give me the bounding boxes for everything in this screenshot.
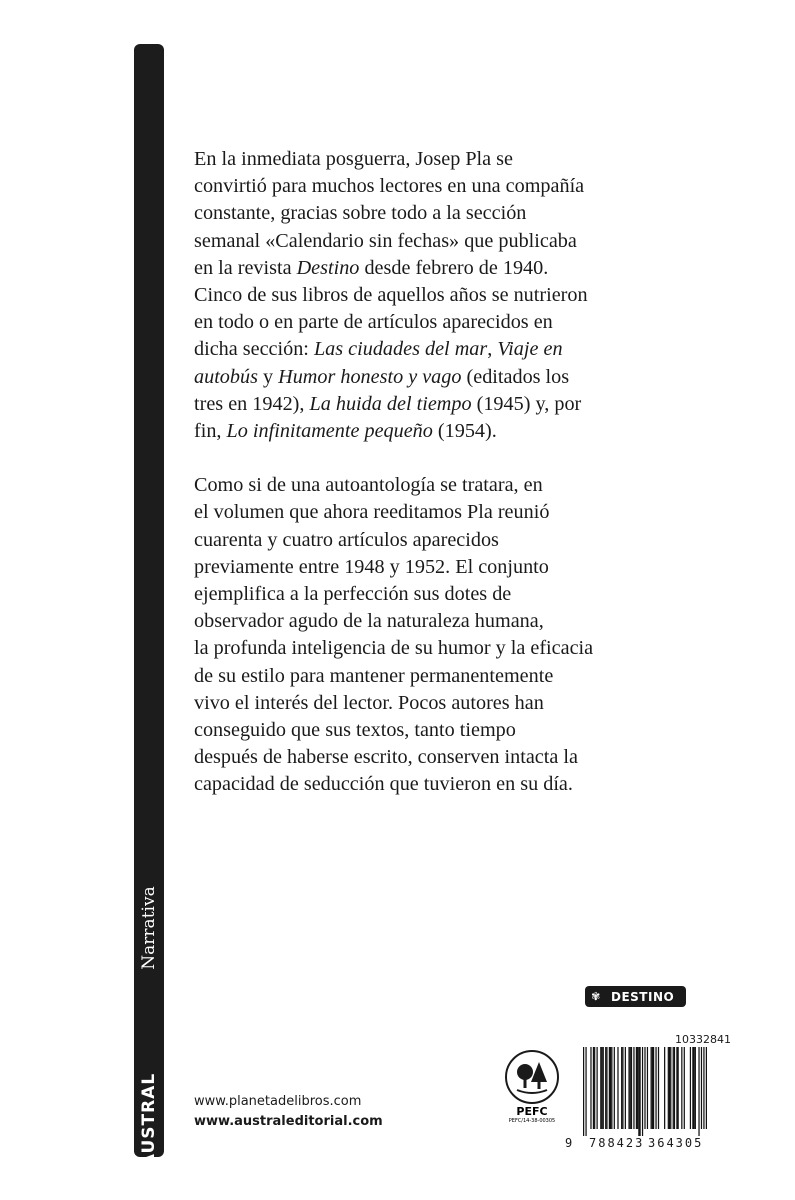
text-segment: convirtió para muchos lectores en una compañía: [194, 175, 585, 198]
barcode-bar: [639, 1047, 640, 1136]
blurb-line: [194, 608, 714, 635]
barcode-bar: [636, 1047, 637, 1129]
barcode-bar: [655, 1047, 656, 1129]
barcode-bar: [693, 1047, 694, 1129]
barcode-bar: [628, 1047, 629, 1129]
text-segment: después de haberse escrito, conserven intacta la: [194, 746, 578, 769]
pefc-label: PEFC: [516, 1105, 548, 1118]
pefc-code: PEFC/14-38-00305: [508, 1118, 556, 1124]
barcode-bar: [684, 1047, 685, 1129]
blurb-line: [194, 418, 714, 445]
text-segment: (editados los: [461, 365, 570, 388]
barcode-bar: [678, 1047, 679, 1129]
text-segment: (1945) y, por: [471, 392, 582, 415]
book-title-italic: Las ciudades del mar: [313, 338, 488, 361]
text-segment: en todo o en parte de artículos aparecidos en: [194, 311, 553, 334]
blurb-line: [194, 717, 714, 744]
barcode-bar: [690, 1047, 691, 1129]
category-label: Narrativa: [139, 886, 159, 970]
book-spine: [134, 44, 164, 1168]
barcode-bar: [601, 1047, 602, 1129]
book-title-italic: Humor honesto y vago: [278, 365, 462, 388]
blurb-line: [194, 472, 714, 499]
blurb-line: [194, 255, 714, 282]
barcode-bar: [698, 1047, 699, 1136]
blurb-line: [194, 336, 714, 363]
book-title-italic: autobús: [194, 365, 258, 388]
text-segment: conseguido que sus textos, tanto tiempo: [194, 719, 516, 742]
barcode-bar: [673, 1047, 674, 1129]
text-segment: de su estilo para mantener permanentemente: [194, 664, 554, 687]
blurb-line: [194, 663, 714, 690]
text-segment: el volumen que ahora reeditamos Pla reunió: [194, 501, 550, 524]
text-segment: ejemplifica a la perfección sus dotes de: [194, 583, 512, 606]
blurb-line: [194, 744, 714, 771]
text-segment: cuarenta y cuatro artículos aparecidos: [194, 528, 499, 551]
text-segment: (1954).: [432, 420, 497, 443]
barcode-bar: [606, 1047, 607, 1129]
barcode-bar: [609, 1047, 610, 1129]
text-segment: Cinco de sus libros de aquellos años se nutrieron: [194, 284, 588, 307]
barcode-bar: [669, 1047, 670, 1129]
isbn-barcode: [583, 1047, 707, 1136]
barcode-bar: [594, 1047, 595, 1129]
barcode-bar: [668, 1047, 669, 1129]
text-segment: desde febrero de 1940.: [359, 256, 549, 279]
barcode-bar: [603, 1047, 604, 1129]
destino-logo-icon: ✾: [591, 990, 601, 1003]
barcode-bar: [701, 1047, 702, 1129]
barcode-bar: [676, 1047, 677, 1129]
blurb-line: [194, 173, 714, 200]
pefc-certification: [503, 1050, 561, 1130]
barcode-bar: [653, 1047, 654, 1129]
blurb-line: [194, 499, 714, 526]
pefc-tree-icon: [505, 1050, 559, 1104]
barcode-bar: [622, 1047, 623, 1129]
barcode-bar: [593, 1047, 594, 1129]
blurb-line: [194, 200, 714, 227]
barcode-bar: [590, 1047, 591, 1129]
blurb-line: [194, 228, 714, 255]
book-title-italic: La huida del tiempo: [309, 392, 472, 415]
blurb-paragraph-1: [194, 146, 714, 445]
blurb: [194, 146, 714, 799]
text-segment: constante, gracias sobre todo a la sección: [194, 202, 527, 225]
text-segment: semanal «Calendario sin fechas» que publicaba: [194, 229, 577, 252]
barcode-digits-right: 364305: [648, 1136, 704, 1150]
blurb-line: [194, 527, 714, 554]
barcode-bar: [583, 1047, 584, 1136]
barcode-bar: [703, 1047, 704, 1129]
text-segment: y: [257, 365, 279, 388]
barcode-bar: [647, 1047, 648, 1129]
text-segment: capacidad de seducción que tuvieron en su día.: [194, 773, 573, 796]
barcode-bar: [644, 1047, 645, 1129]
barcode-bar: [605, 1047, 606, 1129]
blurb-line: [194, 771, 714, 798]
barcode-bar: [642, 1047, 643, 1136]
barcode-bar: [664, 1047, 665, 1129]
barcode-bar: [610, 1047, 611, 1129]
barcode-bar: [617, 1047, 618, 1129]
barcode-bar: [658, 1047, 659, 1129]
barcode-bar: [652, 1047, 653, 1129]
text-segment: en la revista: [194, 256, 297, 279]
internal-code: 10332841: [675, 1033, 731, 1046]
collection-label: AUSTRAL: [139, 1072, 159, 1168]
barcode-bar: [695, 1047, 696, 1129]
text-segment: vivo el interés del lector. Pocos autores han: [194, 691, 544, 714]
blurb-line: [194, 364, 714, 391]
barcode-bar: [674, 1047, 675, 1129]
text-segment: En la inmediata posguerra, Josep Pla se: [194, 148, 513, 170]
barcode-bar: [600, 1047, 601, 1129]
book-title-italic: Destino: [296, 256, 360, 279]
barcode-bar: [692, 1047, 693, 1129]
text-segment: ,: [487, 338, 498, 361]
barcode-bar: [651, 1047, 652, 1129]
barcode-bar: [637, 1047, 638, 1129]
blurb-line: [194, 282, 714, 309]
barcode-bar: [670, 1047, 671, 1129]
publisher-name: DESTINO: [611, 989, 675, 1004]
book-title-italic: Viaje en: [497, 338, 563, 361]
book-title-italic: Lo infinitamente pequeño: [226, 420, 433, 443]
barcode-bar: [631, 1047, 632, 1129]
text-segment: dicha sección:: [194, 338, 314, 361]
blurb-line: [194, 690, 714, 717]
text-segment: la profunda inteligencia de su humor y la eficacia: [194, 637, 594, 660]
barcode-bar: [585, 1047, 586, 1136]
barcode-bar: [614, 1047, 615, 1129]
barcode-bar: [630, 1047, 631, 1129]
barcode-bar: [597, 1047, 598, 1129]
text-segment: fin,: [194, 420, 227, 443]
barcode-bar: [681, 1047, 682, 1129]
text-segment: tres en 1942),: [194, 392, 310, 415]
blurb-line: [194, 581, 714, 608]
blurb-line: [194, 391, 714, 418]
blurb-line: [194, 146, 714, 173]
publisher-badge: [585, 986, 686, 1007]
publisher-websites: [194, 1092, 383, 1132]
barcode-digit-first: 9: [565, 1136, 575, 1150]
blurb-line: [194, 635, 714, 662]
barcode-bar: [621, 1047, 622, 1129]
barcode-bar: [625, 1047, 626, 1129]
blurb-line: [194, 554, 714, 581]
barcode-bar: [633, 1047, 634, 1129]
blurb-line: [194, 309, 714, 336]
barcode-bar: [638, 1047, 639, 1136]
text-segment: previamente entre 1948 y 1952. El conjunto: [194, 555, 549, 578]
barcode-bar: [611, 1047, 612, 1129]
text-segment: Como si de una autoantología se tratara, en: [194, 474, 543, 497]
barcode-digits-left: 788423: [589, 1136, 645, 1150]
website-url-2[interactable]: www.australeditorial.com: [194, 1114, 383, 1129]
website-url-1[interactable]: www.planetadelibros.com: [194, 1094, 362, 1109]
text-segment: observador agudo de la naturaleza humana,: [194, 610, 544, 633]
barcode-bar: [706, 1047, 707, 1129]
blurb-paragraph-2: [194, 472, 714, 798]
